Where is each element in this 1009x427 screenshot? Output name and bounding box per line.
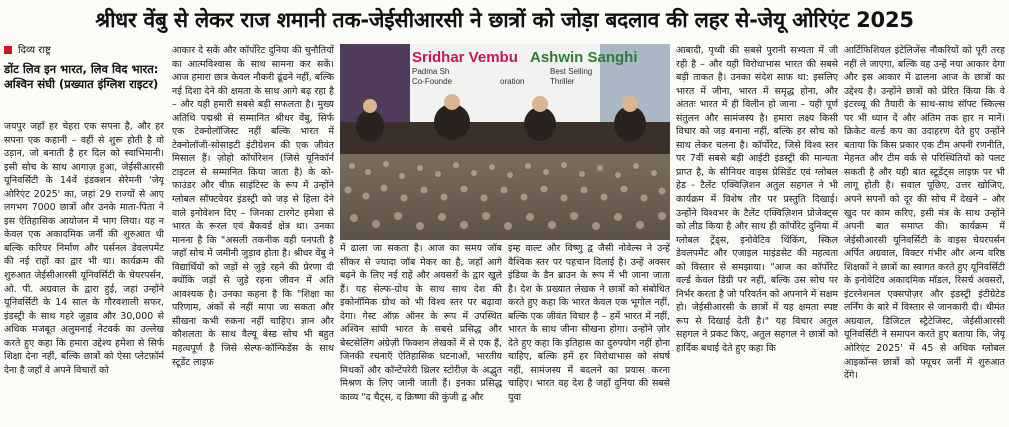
column-4 (508, 242, 670, 425)
banner-sub-1c: oration (500, 77, 525, 86)
event-photo-image (340, 44, 670, 240)
banner-sub-1a: Padma Sh (412, 67, 450, 76)
byline (4, 44, 164, 58)
banner-sub-2a: Best Selling (550, 67, 593, 76)
column-4-text: इम्ह वाल्ट और विष्णु द्व जैसी नोवेल्स ने उन्हें वैश्विक स्तर पर पहचान दिलाई है। उन्हें अक्सर इंडिया के डैन ब्राउन के रूप में भी जाना जाता है। देश के प्रख्यात लेखक ने छात्रों को संबोधित करते हुए कहा कि भारत केवल एक भूगोल नहीं, बल्कि एक जीवंत विचार है – हमें भारत में नहीं, भारत के साथ जीना सीखना होगा। उन्होंने ज़ोर देते हुए कहा कि इतिहास का दुरुपयोग नहीं होना चाहिए, बल्कि हमें हर विरोधाभास को संघर्ष नहीं, सामंजस्य में बदलने का प्रयास करना चाहिए। भारत वह देश है जहाँ दुनिया की सबसे युवा (508, 243, 670, 404)
banner-sub-2b: Thriller (550, 77, 575, 86)
column-2 (172, 44, 334, 425)
column-2-text: आकार दे सकें और कॉर्पोरेट दुनिया की चुनौतियों का आत्मविश्वास के साथ सामना कर सकें। आज हमारा छात्र केवल नौकरी ढूंढने नहीं, बल्कि नई दिशा देने की क्षमता के साथ आगे बढ़ रहा है – और यही हमारी सबसे बड़ी सफलता है। मुख्य अतिथि पद्मश्री से सम्मानित श्रीधर वेंबु, सिर्फ एक टेक्नोलॉजिस्ट नहीं बल्कि भारत में टेक्नोलॉजी-सोसाइटी इंटीग्रेशन की एक जीवंत मिसाल हैं। ज़ोहो कॉर्पोरेशन (जिसे यूनिकॉर्न टाइटल से सम्मानित किया जाता है) के को-फाउंडर और चीफ़ साइंटिस्ट के रूप में उन्होंने ग्लोबल सॉफ्टवेयर इंडस्ट्री को जड़ से हिला देने वाले इनोवेशन दिए – जिनका टारगेट हमेशा से भारत के रूरल एवं बैकवर्ड क्षेत्र था। उनका मानना है कि "असली तकनीक वही पनपती है जहाँ सोच में जमीनी जुड़ाव होता है। श्रीधर वेंबु ने विद्यार्थियों को जड़ों से जुड़े रहने की प्रेरणा दी क्योंकि जड़ों से जुड़े रहना जीवन में अति आवश्यक है। उनका कहना है कि "शिक्षा का परिणाम, अंकों से नहीं मापा जा सकता और सीखना कभी रुकना नहीं चाहिए। ज्ञान और कौशलता के साथ वैल्यू बेस्ड सोच भी बहुत महत्वपूर्ण है जिसे सेल्फ-कॉन्फिडेंस के साथ स्टूडेंट लाइफ़ (172, 45, 334, 368)
column-6 (844, 44, 1005, 425)
column-6-text: आर्टिफिशियल इंटेलिजेंस नौकरियों को पूरी तरह नहीं ले जाएगा, बल्कि वह उन्हें नया आकार देगा और इस आकार में ढालना आज के छात्रों का उद्देश्य है। उन्होंने छात्रों को प्रेरित किया कि वे इंटरव्यू की तैयारी के साथ-साथ सॉफ्ट स्किल्स पर भी ध्यान दें और अंतिम तक हार न मानें। क्रिकेट वर्ल्ड कप का उदाहरण देते हुए उन्होंने बताया कि किस प्रकार एक टीम अपनी रणनीति, मेहनत और टीम वर्क से परिस्थितियों को पलट सकती है और यही बात स्टूडेंट्स लाइफ़ पर भी लागू होती है। सवाल पूछिए, उत्तर खोजिए, अपने सपनों को दूर की सोच में देखने – और खुद पर काम करिए, इसी मंत्र के साथ उन्होंने अपनी बात समाप्त की। कार्यक्रम में जेईसीआरसी यूनिवर्सिटी के वाइस चेयरपर्सन अर्पित अग्रवाल, विक्टर गंभीर और अन्य वरिष्ठ शिक्षकों ने छात्रों का स्वागत करते हुए यूनिवर्सिटी के इनोवेटिव अकादमिक मॉडल, रिसर्च अवसरों, इंटरनेशनल एक्सपोज़र और इंडस्ट्री इंटीग्रेटेड लर्निंग के बारे में विस्तार से जानकारी दी। धीमंत अग्रवाल, डिजिटल स्ट्रैटेजिस्ट, जेईसीआरसी यूनिवर्सिटी ने समापन करते हुए बताया कि, जेयू ओरिएंट 2025' में 45 से अधिक ग्लोबल आइकॉन्स छात्रों को फ्यूचर जर्नी में शुरुआत देंगे। (844, 45, 1005, 382)
event-photo (340, 44, 670, 240)
bullet-icon (4, 46, 12, 54)
column-1 (4, 120, 164, 425)
byline-text: दिव्य राष्ट्र (18, 45, 51, 56)
byline-block (4, 44, 164, 92)
headline: श्रीधर वेंबु से लेकर राज शमानी तक-जेईसीआरसी ने छात्रों को जोड़ा बदलाव की लहर से-जेयू ओरिएंट 2025 (95, 8, 914, 32)
banner-name-2: Ashwin Sanghi (530, 49, 638, 66)
column-3 (340, 242, 502, 425)
column-3-text: में ढाला जा सकता है। आज का समय जॉब सीकर से ज्यादा जॉब मेकर का है, जहाँ आगे बढ़ने के लिए नई राहें और अवसरों के द्वार खुले हैं। यह सेल्फ-ग्रोथ के साथ साथ देश की इकोनॉमिक ग्रोथ को भी विश्व स्तर पर बढ़ावा देगा। गेस्ट ऑफ़ ऑनर के रूप में उपस्थित अश्विन सांघी भारत के सबसे प्रसिद्ध और बेस्टसेलिंग अंग्रेज़ी फिक्शन लेखकों में से एक हैं, जिनकी रचनाएँ ऐतिहासिक घटनाओं, भारतीय मिथकों और कॉन्टेंपरेरी थ्रिलर स्टोरीज़ के अद्भुत मिश्रण के लिए जानी जाती हैं। इनका प्रसिद्ध काव्य "द चैट्स, द क्रिष्णा की कुंजी द्व और (340, 243, 502, 404)
column-1-text: जयपुर जहाँ हर चेहरा एक सपना है, और हर सपना एक कहानी – वहीं से शुरू होती है वो उड़ान, जो बनाती है हर दिल को स्वाभिमानी। इसी सोच के साथ आगाज़ हुआ, जेईसीआरसी यूनिवर्सिटी के 14वें इंडक्शन सेरेमनी 'जेयू ओरिएंट 2025' का, जहां 29 राज्यों से आए लगभग 7000 छात्रों और उनके माता-पिता ने इस ऐतिहासिक आयोजन में भाग लिया। यह न केवल एक अकादमिक जर्नी की शुरुआत थी बल्कि करियर निर्माण और पर्सनल डेवलपमेंट की नई राहों का द्वार भी था। कार्यक्रम की शुरुआत जेईसीआरसी यूनिवर्सिटी के चेयरपर्सन, ओ. पी. अग्रवाल के द्वारा हुई, जहां उन्होंने यूनिवर्सिटी के 14 साल के गौरवशाली सफर, इंडस्ट्री के साथ गहरे जुड़ाव और 30,000 से अधिक मजबूत अलुमनाई नेटवर्क का उल्लेख करते हुए कहा कि हमारा उद्देश्य हमेशा से सिर्फ शिक्षा देना नहीं, बल्कि छात्रों को ऐसा प्लेटफ़ॉर्म देना है जहाँ वे अपने विचारों को (4, 121, 164, 376)
column-5 (676, 44, 838, 425)
banner-name-1: Sridhar Vembu (412, 49, 518, 66)
column-5-text: आबादी, पृथ्वी की सबसे पुरानी सभ्यता में जी रही है – और यही विरोधाभास भारत की सबसे बड़ी ताकत है। उनका संदेश साफ़ था: इसलिए भारत में जीना, भारत में समृद्ध होना, और अंततः भारत में ही विलीन हो जाना – यही पूर्ण संतुलन और सामंजस्य है। हमारा लक्ष्य किसी विचार को जड़ बनाना नहीं, बल्कि हर सोच को साथ लेकर चलना है। कॉर्पोरेट, जिसे विश्व स्तर पर 7वीं सबसे बड़ी आईटी इंडस्ट्री की मान्यता प्राप्त है, के सीनियर वाइस प्रेसिडेंट एवं ग्लोबल हेड - टैलेंट एक्विज़िशन अतुल सहगल ने भी कार्यक्रम में विशेष तौर पर प्रस्तुति दिखाई। उन्होंने विश्वभर के टैलेंट एक्विज़िशन प्रोजेक्ट्स को लीड किया है और साथ ही कॉर्पोरेट दुनिया में ग्लोबल ट्रेंड्स, इनोवेटिव थिंकिंग, स्किल डेवलपमेंट और एजाइल माइंडसेट की महत्वता को विस्तार से समझाया। "आज का कॉर्पोरेट वर्ल्ड केवल डिग्री पर नहीं, बल्कि उस सोच पर निर्भर करता है जो परिवर्तन को अपनाने में सक्षम हो। जेईसीआरसी के छात्रों में यह क्षमता स्पष्ट रूप से दिखाई देती है।" यह विचार अतुल सहगल ने प्रकट किए, अतुल सहगल ने छात्रों को हार्दिक बधाई देते हुए कहा कि (676, 45, 838, 355)
banner-sub-1b: Co-Founde (412, 77, 453, 86)
dateline: डोंट लिव इन भारत, लिव विद भारत: अश्विन संघी (प्रख्यात इंग्लिश राइटर) (4, 62, 159, 91)
